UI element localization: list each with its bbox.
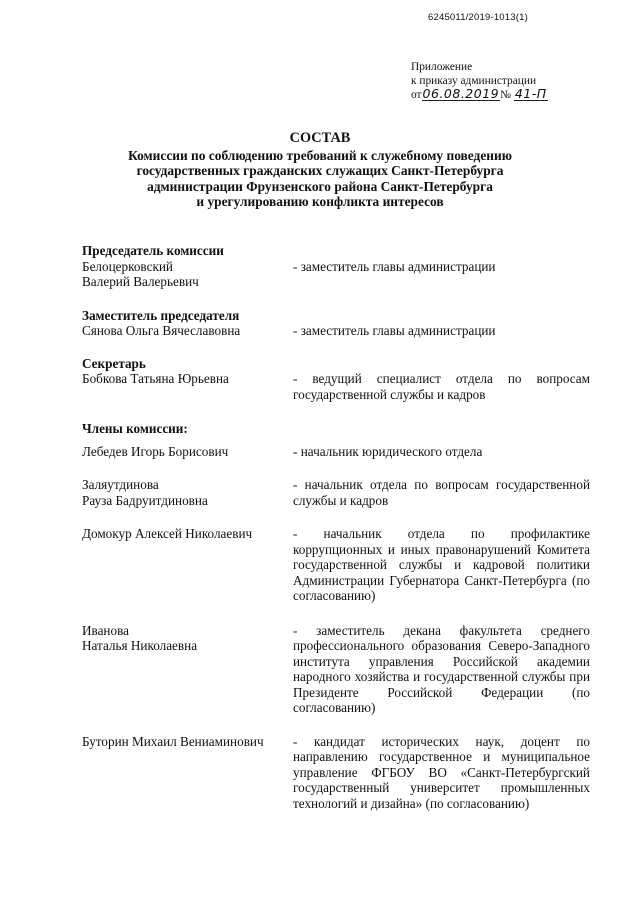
- member-name-line-1: Домокур Алексей Николаевич: [82, 526, 253, 541]
- deputy-section: [82, 308, 590, 339]
- secretary-section: [82, 356, 590, 403]
- heading-line-3: администрации Фрунзенского района Санкт-Петербурга: [147, 178, 493, 194]
- document-id: 6245011/2019-1013(1): [428, 12, 528, 23]
- member-name: [82, 734, 293, 812]
- date-prefix: от: [411, 89, 422, 101]
- member-name-line-1: Заляутдинова: [82, 477, 159, 492]
- appendix-title: Приложение: [411, 61, 473, 73]
- member-position: - кандидат исторических наук, доцент по направлению государственное и муниципальное управление ФГБОУ ВО «Санкт-Петербургский государственный университет промышленных технологий и дизайна» (по согласованию): [293, 733, 590, 811]
- handwritten-date: 06.08.2019: [422, 86, 500, 101]
- member-name: [82, 623, 293, 716]
- chair-position: - заместитель главы администрации: [293, 258, 496, 274]
- member-name-line-2: Наталья Николаевна: [82, 638, 198, 653]
- chair-row: [82, 259, 590, 290]
- member-row: [82, 444, 590, 460]
- member-name-line-1: Буторин Михаил Вениаминович: [82, 733, 264, 749]
- member-name: [82, 526, 293, 604]
- appendix-order-ref: к приказу администрации: [411, 74, 537, 87]
- chair-surname: Белоцерковский: [82, 258, 173, 274]
- member-name: [82, 444, 293, 460]
- member-position: - начальник юридического отдела: [293, 443, 483, 459]
- heading-line-2: государственных гражданских служащих Санкт-Петербурга: [136, 163, 504, 178]
- appendix-date-line: [411, 88, 548, 103]
- member-row: [82, 526, 590, 604]
- handwritten-number: 41-П: [514, 86, 547, 101]
- member-row: [82, 734, 590, 812]
- secretary-position: - ведущий специалист отдела по вопросам государственной службы и кадров: [293, 371, 590, 402]
- appendix-block: [411, 61, 548, 103]
- secretary-row: [82, 371, 590, 402]
- members-role-heading: Члены комиссии:: [82, 421, 188, 436]
- member-position: - начальник отдела по профилактике коррупционных и иных правонарушений Комитета государственной службы и кадровой политики Администрации Губернатора Санкт-Петербурга (по согласованию): [293, 526, 590, 603]
- member-row: [82, 477, 590, 508]
- members-section: [82, 421, 590, 811]
- member-name-line-1: Иванова: [82, 622, 129, 638]
- member-name-line-2: Рауза Бадруитдиновна: [82, 492, 208, 508]
- member-position: - заместитель декана факультета среднего профессионального образования Северо-Западного института управления Российской академии народного хозяйства и государственной службы при Президенте Российской Федерации (по согласованию): [293, 622, 590, 715]
- member-position: - начальник отдела по вопросам государственной службы и кадров: [293, 477, 590, 508]
- heading-line-1: Комиссии по соблюдению требований к служебному поведению: [128, 147, 512, 163]
- deputy-row: [82, 323, 590, 339]
- number-prefix: №: [500, 89, 511, 101]
- secretary-name: Бобкова Татьяна Юрьевна: [82, 371, 229, 386]
- chair-given-name: Валерий Валерьевич: [82, 274, 199, 289]
- secretary-role-heading: Секретарь: [82, 355, 146, 371]
- document-heading: [0, 131, 640, 210]
- deputy-role-heading: Заместитель председателя: [82, 307, 240, 323]
- heading-title: СОСТАВ: [289, 130, 351, 146]
- chair-name: [82, 259, 293, 290]
- heading-line-4: и урегулированию конфликта интересов: [196, 194, 444, 209]
- deputy-position: - заместитель главы администрации: [293, 323, 496, 338]
- chair-role-heading: Председатель комиссии: [82, 243, 224, 258]
- commission-composition: [82, 243, 590, 811]
- member-name-line-1: Лебедев Игорь Борисович: [82, 443, 229, 459]
- deputy-name: Сянова Ольга Вячеславовна: [82, 323, 241, 338]
- member-row: [82, 623, 590, 716]
- chair-section: [82, 243, 590, 290]
- member-name: [82, 477, 293, 508]
